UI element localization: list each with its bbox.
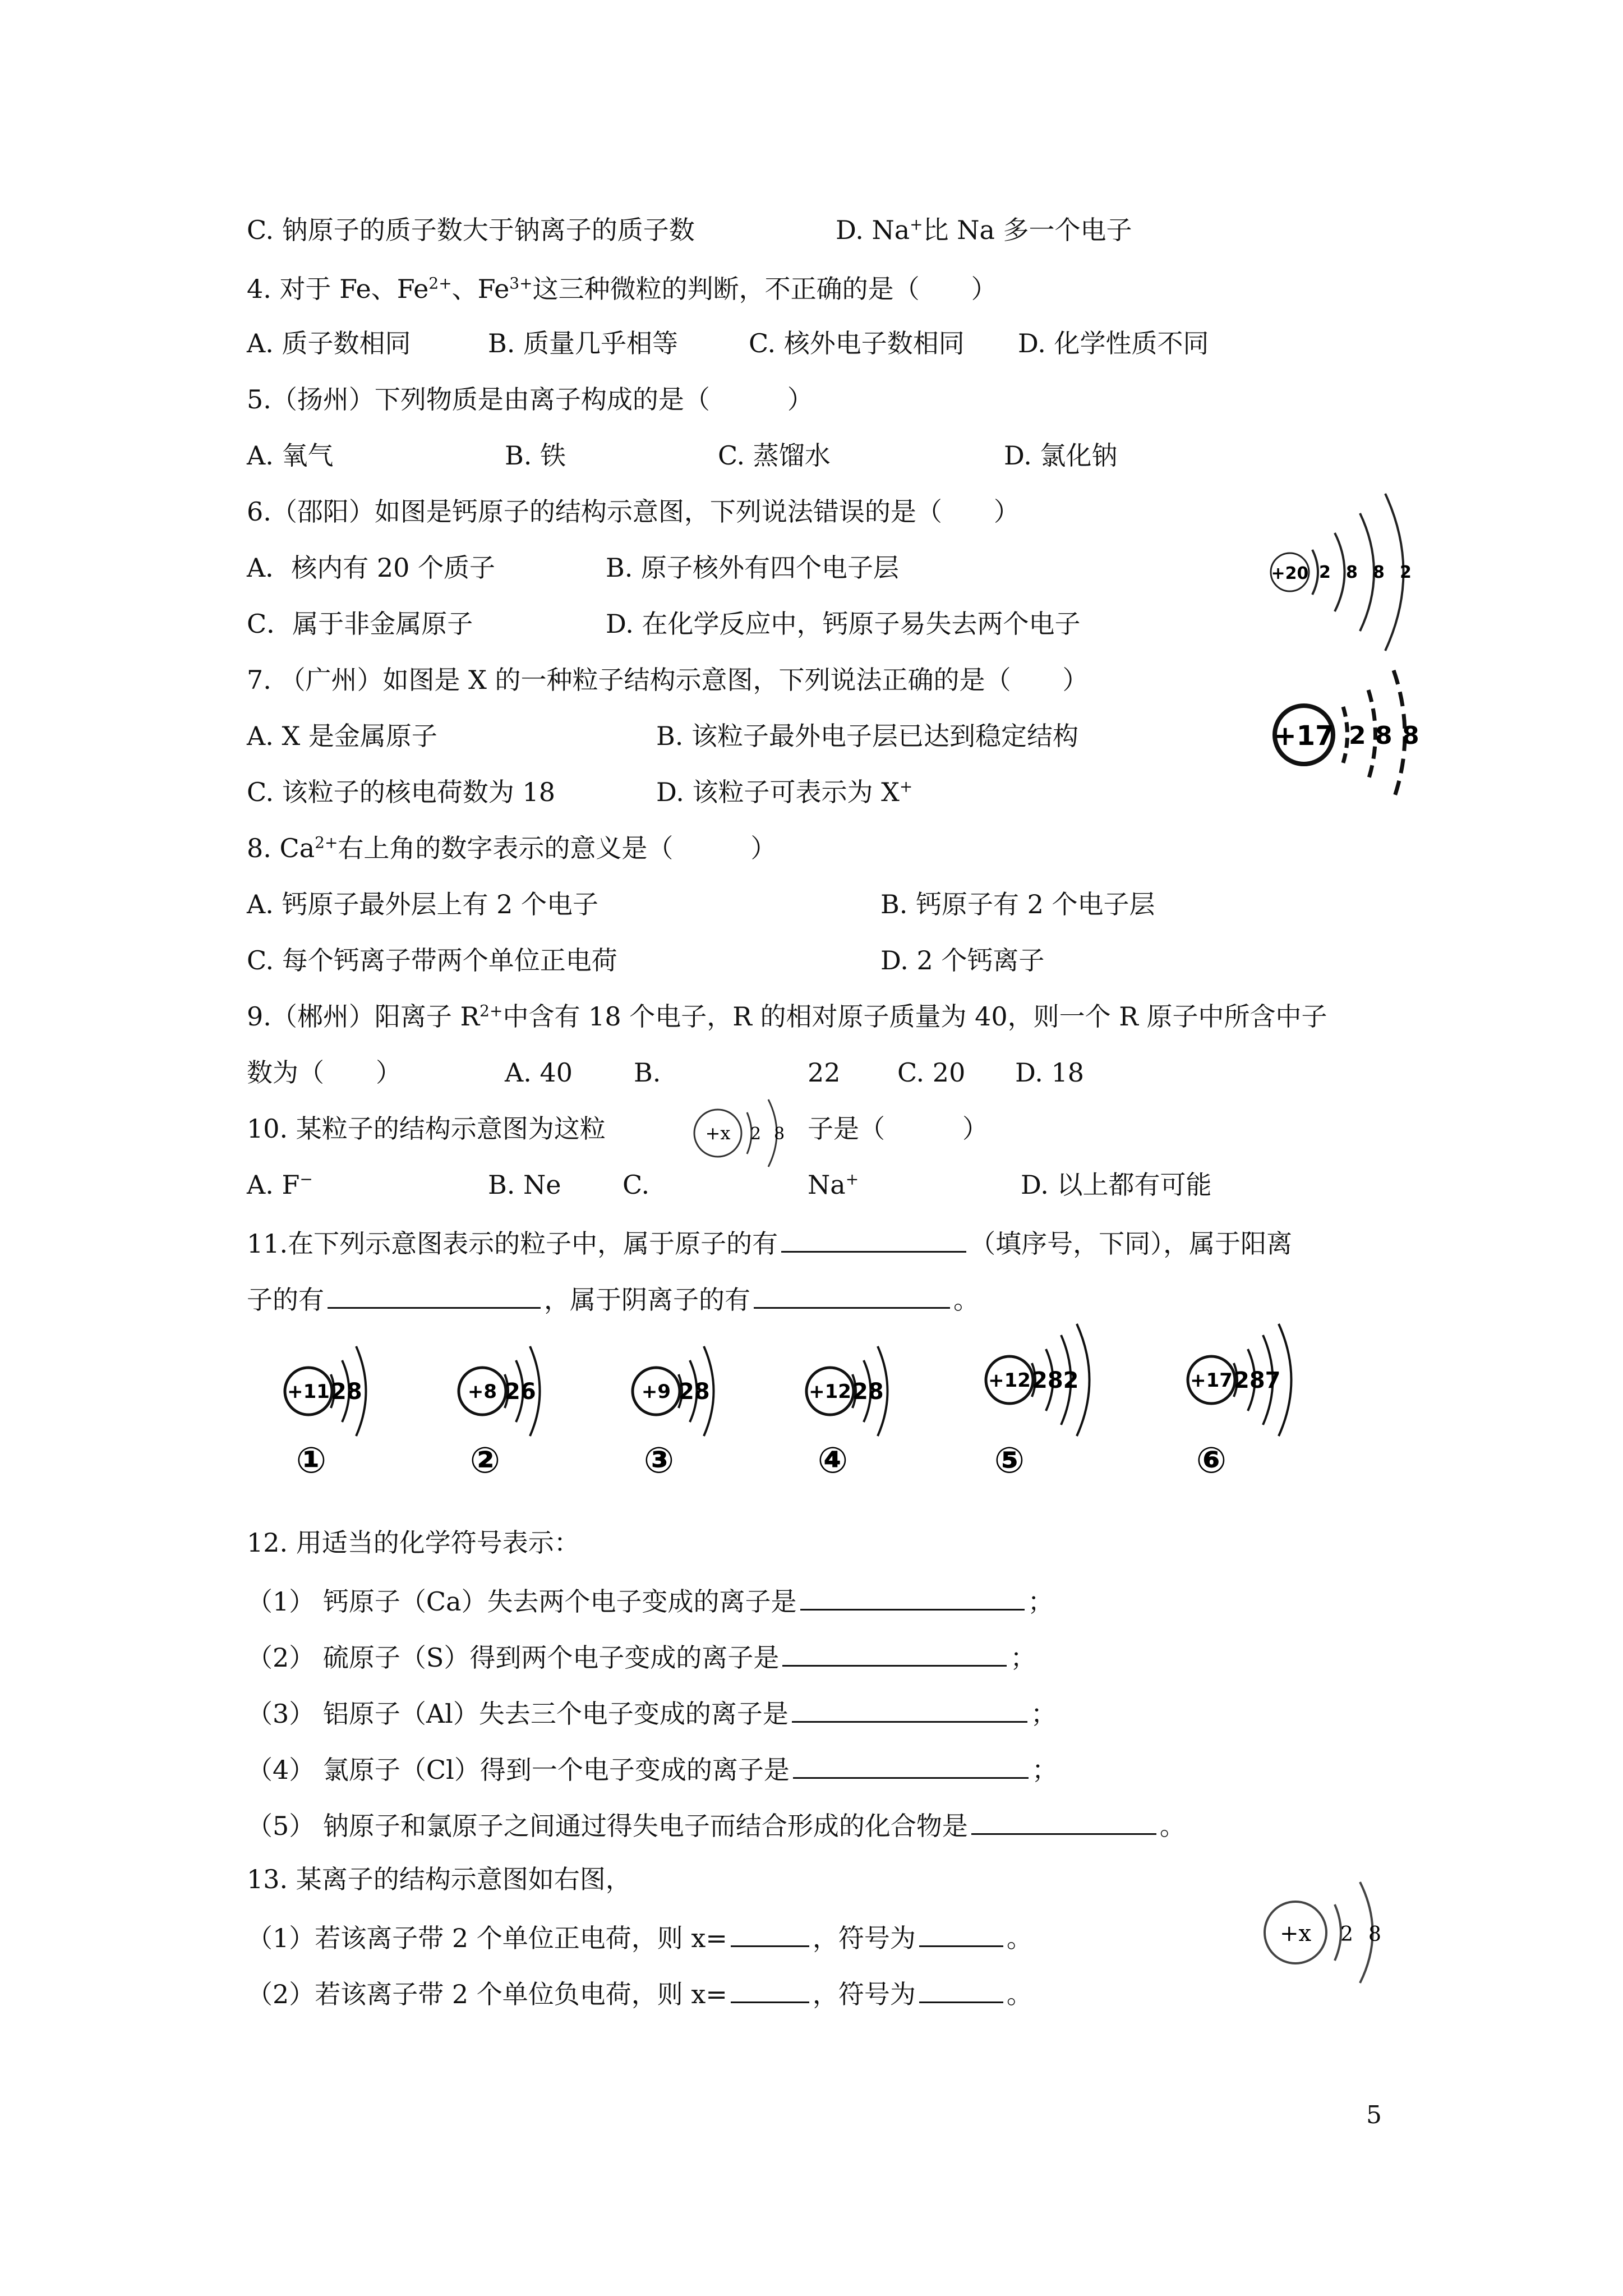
q10-shell-1: 2 <box>750 1124 762 1144</box>
q13-shell-2: 8 <box>1368 1923 1381 1946</box>
q7-stem: 7. （广州）如图是 X 的一种粒子结构示意图，下列说法正确的是（ ） <box>247 665 1089 695</box>
q12-item-3: （3） 铝原子（Al）失去三个电子变成的离子是 ； <box>247 1694 1057 1731</box>
q6-option-a: A．核内有 20 个质子 <box>247 553 495 583</box>
svg-text:287: 287 <box>1234 1368 1281 1393</box>
q9-option-c: C. 20 <box>897 1057 966 1088</box>
svg-text:+8: +8 <box>467 1381 497 1403</box>
q6-shell-1: 2 <box>1319 563 1331 582</box>
q11-stem-line2: 子的有 ，属于阴离子的有 。 <box>247 1280 979 1317</box>
svg-text:③: ③ <box>643 1440 675 1481</box>
q6-option-c: C．属于非金属原子 <box>247 609 473 639</box>
q10-option-c-value: Na+ <box>808 1170 859 1200</box>
q9-answer-blank: 数为（ ） <box>247 1057 402 1088</box>
svg-text:282: 282 <box>1032 1368 1079 1393</box>
q13-item-2: （2）若该离子带 2 个单位负电荷，则 x= ，符号为 。 <box>247 1975 1032 2011</box>
q4-option-d: D. 化学性质不同 <box>1018 328 1209 358</box>
q12-item-2: （2） 硫原子（S）得到两个电子变成的离子是 ； <box>247 1638 1036 1674</box>
q9-option-d: D. 18 <box>1015 1057 1085 1088</box>
q7-shell-2: 8 <box>1375 721 1393 750</box>
svg-text:28: 28 <box>679 1379 710 1405</box>
q9-option-b: B. <box>634 1057 661 1088</box>
q11-diagram-4 <box>806 1346 888 1481</box>
q6-shell-3: 8 <box>1373 563 1385 582</box>
svg-text:⑥: ⑥ <box>1196 1440 1227 1481</box>
svg-text:+12: +12 <box>809 1381 851 1403</box>
q10-option-b: B. Ne <box>488 1170 561 1200</box>
q12-blank-4 <box>793 1750 1029 1779</box>
svg-text:26: 26 <box>505 1379 536 1405</box>
q12-item-4: （4） 氯原子（Cl）得到一个电子变成的离子是 ； <box>247 1750 1058 1787</box>
q4-option-c: C. 核外电子数相同 <box>749 328 965 358</box>
q7-option-c: C. 该粒子的核电荷数为 18 <box>247 777 555 807</box>
q8-option-d: D. 2 个钙离子 <box>880 945 1045 976</box>
q12-blank-2 <box>782 1638 1007 1667</box>
svg-text:②: ② <box>469 1440 501 1481</box>
q13-item-1: （1）若该离子带 2 个单位正电荷，则 x= ，符号为 。 <box>247 1918 1032 1955</box>
q10-option-c: C. <box>623 1170 650 1200</box>
q13-ion-diagram <box>1251 1868 1396 1999</box>
q9-option-b-value: 22 <box>808 1057 841 1088</box>
q11-diagram-6 <box>1188 1324 1292 1481</box>
q13-x-blank-2 <box>731 1975 809 2003</box>
q11-stem-line1: 11.在下列示意图表示的粒子中，属于原子的有 （填序号，下同），属于阳离 <box>247 1224 1292 1260</box>
q12-blank-3 <box>792 1694 1027 1723</box>
svg-text:28: 28 <box>331 1379 362 1405</box>
q9-stem: 9.（郴州）阳离子 $R^{2+}$中含有 18 个电子，R 的相对原子质量为 40，则一个 R 原子中所含中子 <box>247 1001 1327 1032</box>
q10-nucleus-label: +x <box>705 1122 731 1144</box>
q7-nucleus-label: +17 <box>1274 720 1334 752</box>
q13-stem: 13. 某离子的结构示意图如右图， <box>247 1864 631 1894</box>
q7-shell-3: 8 <box>1402 721 1419 750</box>
q6-stem: 6.（邵阳）如图是钙原子的结构示意图，下列说法错误的是（ ） <box>247 496 1020 527</box>
svg-text:⑤: ⑤ <box>994 1440 1025 1481</box>
q8-option-c: C. 每个钙离子带两个单位正电荷 <box>247 945 617 976</box>
q8-option-b: B. 钙原子有 2 个电子层 <box>880 889 1155 919</box>
q3-option-d: D. Na+比 Na 多一个电子 <box>836 215 1132 245</box>
document-page: C. 钠原子的质子数大于钠离子的质子数 D. Na+比 Na 多一个电子 4. 对于 Fe、$Fe^{2+}$、$Fe^{3+}$这三种微粒的判断，不正确的是（ ） A. 质子数相同 B. 质量几乎相等 C. 核外电子数相同 D. 化学性质不同 5.（扬州）下列物质是由离子构成的是（ ） A. 氧气 B. 铁 C. 蒸馏水 D. 氯化钠 6.（邵阳）如图是钙原子的结构示意图，下列说法错误的是（ ） A．核内有 20 个质子 B. 原子核外有四个电子层 C．属于非金属原子 D. 在化学反应中，钙原子易失去两个电子 +20 2 8 8 2 7. （广州）如图是 X 的一种粒子结构示意图，下列说法正确的是（ ） A. X 是金属原子 B. 该粒子最外电子层已达到稳定结构 C. 该粒子的核电荷数为 18 D. 该粒子可表示为 X+ +17 2 8 8 8. $Ca^{2+}$右上角的数字表示的意义是（ ） A. 钙原子最外层上有 2 个电子 B. 钙原子有 2 个电子层 C. 每个钙离子带两个单位正电荷 D. 2 个钙离子 9.（郴州）阳离子 $R^{2+}$中含有 18 个电子，R 的相对原子质量为 40，则一个 R 原子中所含中子 数为（ ） A. 40 B. 22 C. 20 D. 18 10. 某粒子的结构示意图为这粒 子是（ ） +x 2 8 A. F− B. Ne C. Na+ D. 以上都有可能 11.在下列示意图表示的粒子中，属于原子的有 （填序号，下同），属于阳离 子的有 ，属于阴离子的有 。 +11 28 ① +8 26 ② +9 28 ③ +12 28 ④ +12 282 ⑤ +17 287 ⑥ 12. 用适当的化学符号表示： （1） 钙原子（Ca）失去两个电子变成的离子是 ； （2） 硫原子（S）得到两个电子变成的离子是 ； （3） 铝原子（Al）失去三个电子变成的离子是 ； （4） 氯原子（Cl）得到一个电子变成的离子是 ； （5） 钠原子和氯原子之间通过得失电子而结合形成的化合物是 。 13. 某离子的结构示意图如右图， （1）若该离子带 2 个单位正电荷，则 x= ，符号为 。 （2）若该离子带 2 个单位负电荷，则 x= ，符号为 。 +x 2 8 5 <box>0 0 1623 2296</box>
q5-option-c: C. 蒸馏水 <box>718 440 831 471</box>
q9-option-a: A. 40 <box>505 1057 573 1088</box>
q6-option-d: D. 在化学反应中，钙原子易失去两个电子 <box>606 609 1081 639</box>
q5-stem: 5.（扬州）下列物质是由离子构成的是（ ） <box>247 384 813 415</box>
q3-option-c: C. 钠原子的质子数大于钠离子的质子数 <box>247 215 695 245</box>
q12-item-1: （1） 钙原子（Ca）失去两个电子变成的离子是 ； <box>247 1582 1054 1618</box>
q7-option-b: B. 该粒子最外电子层已达到稳定结构 <box>656 721 1079 751</box>
q11-atom-blank <box>781 1224 966 1253</box>
svg-text:28: 28 <box>852 1379 884 1405</box>
q6-shell-2: 8 <box>1346 563 1358 582</box>
q11-diagram-5 <box>986 1324 1090 1481</box>
q12-item-5: （5） 钠原子和氯原子之间通过得失电子而结合形成的化合物是 。 <box>247 1806 1186 1843</box>
q7-particle-diagram <box>1267 662 1436 810</box>
svg-text:④: ④ <box>817 1440 849 1481</box>
q10-option-a: A. F− <box>247 1170 313 1200</box>
svg-text:+17: +17 <box>1190 1369 1233 1392</box>
page-number: 5 <box>1366 2101 1382 2129</box>
q7-shell-1: 2 <box>1349 721 1366 750</box>
q11-diagram-2 <box>459 1346 540 1481</box>
q11-diagrams-row <box>264 1335 1329 1506</box>
q5-option-d: D. 氯化钠 <box>1004 440 1118 471</box>
q13-symbol-blank-2 <box>919 1975 1003 2003</box>
svg-text:+12: +12 <box>988 1369 1031 1392</box>
q11-cation-blank <box>328 1280 541 1309</box>
q5-option-b: B. 铁 <box>505 440 566 471</box>
q13-symbol-blank-1 <box>919 1918 1003 1947</box>
q12-blank-1 <box>800 1582 1025 1611</box>
q8-stem: 8. $Ca^{2+}$右上角的数字表示的意义是（ ） <box>247 833 777 863</box>
q6-nucleus-label: +20 <box>1271 564 1309 583</box>
svg-text:+11: +11 <box>287 1381 330 1403</box>
q12-blank-5 <box>971 1806 1156 1835</box>
q13-nucleus-label: +x <box>1279 1921 1312 1947</box>
q11-diagram-1 <box>285 1346 366 1481</box>
q8-option-a: A. 钙原子最外层上有 2 个电子 <box>247 889 598 919</box>
q7-option-d: D. 该粒子可表示为 X+ <box>656 777 913 807</box>
q6-calcium-atom-diagram <box>1256 488 1424 659</box>
q4-option-b: B. 质量几乎相等 <box>488 328 679 358</box>
q10-option-d: D. 以上都有可能 <box>1021 1170 1212 1200</box>
q5-option-a: A. 氧气 <box>247 440 334 471</box>
q6-shell-4: 2 <box>1400 563 1412 582</box>
svg-text:+9: +9 <box>641 1381 671 1403</box>
q13-shell-1: 2 <box>1340 1923 1353 1946</box>
q10-shell-2: 8 <box>774 1124 785 1144</box>
q13-x-blank-1 <box>731 1918 809 1947</box>
q12-stem: 12. 用适当的化学符号表示： <box>247 1527 580 1558</box>
q4-stem: 4. 对于 Fe、$Fe^{2+}$、$Fe^{3+}$这三种微粒的判断，不正确的是（ ） <box>247 274 997 304</box>
q11-diagram-3 <box>633 1346 714 1481</box>
q6-option-b: B. 原子核外有四个电子层 <box>606 553 900 583</box>
q7-option-a: A. X 是金属原子 <box>247 721 437 751</box>
svg-text:①: ① <box>296 1440 327 1481</box>
q11-anion-blank <box>754 1280 950 1309</box>
q4-option-a: A. 质子数相同 <box>247 328 411 358</box>
q10-particle-diagram <box>684 1091 808 1177</box>
